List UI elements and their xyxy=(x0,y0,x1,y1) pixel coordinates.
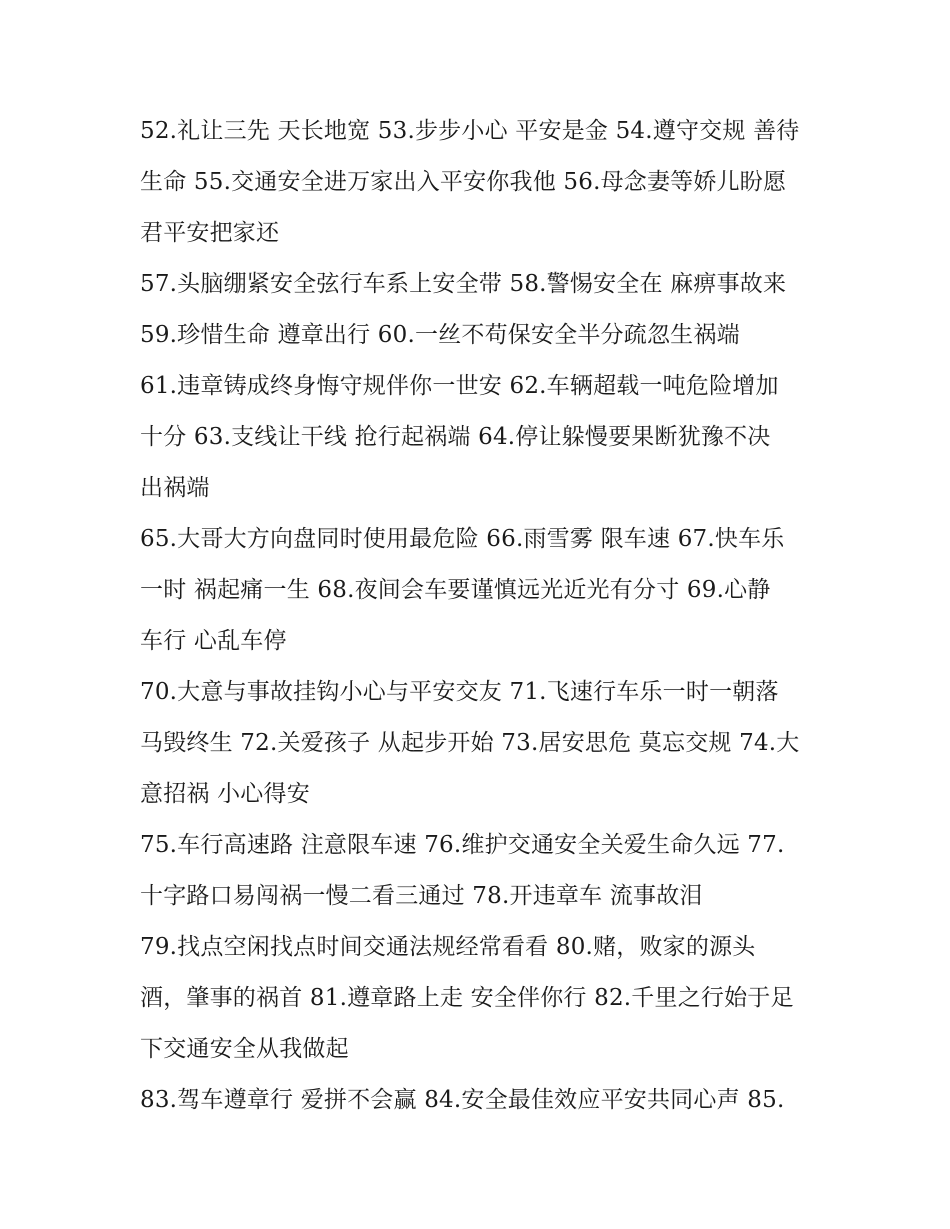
text-line: 52.礼让三先 天长地宽 53.步步小心 平安是金 54.遵守交规 善待 xyxy=(140,118,800,144)
text-line: 61.违章铸成终身悔守规伴你一世安 62.车辆超载一吨危险增加 xyxy=(140,373,779,399)
text-line: 75.车行高速路 注意限车速 76.维护交通安全关爱生命久远 77. xyxy=(140,832,785,858)
text-line: 一时 祸起痛一生 68.夜间会车要谨慎远光近光有分寸 69.心静 xyxy=(140,577,771,603)
text-line: 生命 55.交通安全进万家出入平安你我他 56.母念妻等娇儿盼愿 xyxy=(140,169,787,195)
text-line: 十字路口易闯祸一慢二看三通过 78.开违章车 流事故泪 xyxy=(140,883,703,909)
text-line: 59.珍惜生命 遵章出行 60.一丝不苟保安全半分疏忽生祸端 xyxy=(140,322,740,348)
text-line: 79.找点空闲找点时间交通法规经常看看 80.赌，败家的源头 xyxy=(140,934,756,960)
text-line: 意招祸 小心得安 xyxy=(140,781,310,807)
text-line: 57.头脑绷紧安全弦行车系上安全带 58.警惕安全在 麻痹事故来 xyxy=(140,271,787,297)
text-line: 65.大哥大方向盘同时使用最危险 66.雨雪雾 限车速 67.快车乐 xyxy=(140,526,785,552)
text-line: 出祸端 xyxy=(140,475,210,501)
text-line: 酒，肇事的祸首 81.遵章路上走 安全伴你行 82.千里之行始于足 xyxy=(140,985,794,1011)
text-line: 下交通安全从我做起 xyxy=(140,1036,349,1062)
text-line: 君平安把家还 xyxy=(140,220,280,246)
text-line: 十分 63.支线让干线 抢行起祸端 64.停让躲慢要果断犹豫不决 xyxy=(140,424,771,450)
text-line: 车行 心乱车停 xyxy=(140,628,287,654)
slogan-text-block xyxy=(140,106,820,1126)
text-line: 83.驾车遵章行 爱拼不会赢 84.安全最佳效应平安共同心声 85. xyxy=(140,1087,785,1113)
text-line: 马毁终生 72.关爱孩子 从起步开始 73.居安思危 莫忘交规 74.大 xyxy=(140,730,800,756)
text-line: 70.大意与事故挂钩小心与平安交友 71.飞速行车乐一时一朝落 xyxy=(140,679,779,705)
